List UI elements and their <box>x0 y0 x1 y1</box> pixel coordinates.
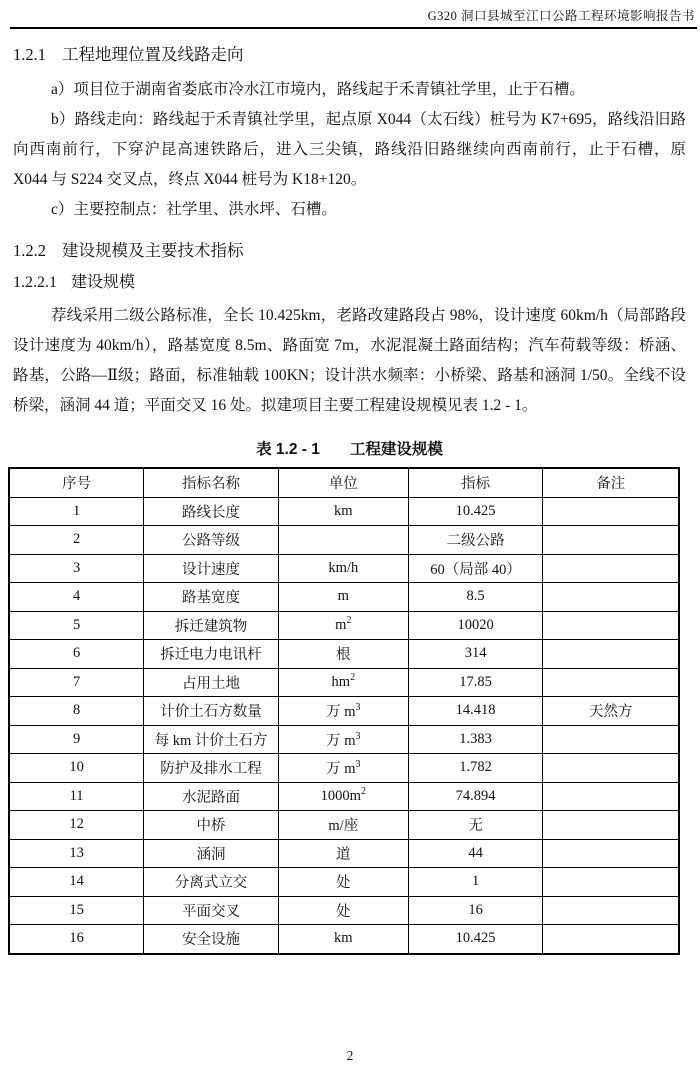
table-row <box>9 640 679 669</box>
page-footer <box>0 1048 700 1064</box>
cell-no: 1 <box>9 497 144 526</box>
cell-unit: km <box>278 925 408 954</box>
section-heading-1-2-1 <box>13 44 686 66</box>
cell-name: 每 km 计价土石方 <box>144 725 279 754</box>
paragraph-construction-scale: 荐线采用二级公路标准，全长 10.425km，老路改建路段占 98%，设计速度 60km/h（局部路段设计速度为 40km/h），路基宽度 8.5m、路面宽 7m，水泥混凝土路面结构；汽车荷载等级：桥涵、路基，公路—Ⅱ级；路面，标准轴载 100KN；设计洪水频率：小桥梁、路基和涵洞 1/50。全线不设桥梁，涵洞 44 道；平面交叉 16 处。拟建项目主要工程建设规模见表 1.2 - 1。 <box>13 307 686 414</box>
cell-name: 防护及排水工程 <box>144 754 279 783</box>
cell-value: 314 <box>408 640 543 669</box>
cell-name: 设计速度 <box>144 554 279 583</box>
cell-unit: km/h <box>278 554 408 583</box>
col-header-unit: 单位 <box>278 468 408 497</box>
table-row <box>9 554 679 583</box>
table-row <box>9 497 679 526</box>
cell-unit: 万 $m^3$ <box>278 754 408 783</box>
paragraph-location: a）项目位于湖南省娄底市冷水江市境内，路线起于禾青镇社学里，止于石槽。 <box>51 81 585 98</box>
section-title: 建设规模及主要技术指标 <box>62 241 244 260</box>
cell-no: 4 <box>9 583 144 612</box>
construction-scale-table <box>8 467 680 955</box>
unit-superscript: 2 <box>350 671 356 683</box>
col-header-no: 序号 <box>9 468 144 497</box>
cell-value: 10.425 <box>408 497 543 526</box>
table-caption <box>13 437 686 459</box>
col-header-note: 备注 <box>543 468 679 497</box>
cell-unit: 处 <box>278 868 408 897</box>
cell-no: 10 <box>9 754 144 783</box>
cell-unit: $m^2$ <box>278 611 408 640</box>
table-row <box>9 896 679 925</box>
cell-unit: 处 <box>278 896 408 925</box>
cell-note <box>543 925 679 954</box>
cell-value: 60（局部 40） <box>408 554 543 583</box>
cell-note <box>543 640 679 669</box>
cell-note <box>543 554 679 583</box>
running-header-title: G320 洞口县城至江口公路工程环境影响报告书 <box>427 9 695 23</box>
cell-note: 天然方 <box>543 697 679 726</box>
cell-no: 7 <box>9 668 144 697</box>
cell-name: 平面交叉 <box>144 896 279 925</box>
cell-value: 10020 <box>408 611 543 640</box>
table-row <box>9 782 679 811</box>
cell-name: 路线长度 <box>144 497 279 526</box>
table-row <box>9 697 679 726</box>
table-row <box>9 583 679 612</box>
cell-value: 17.85 <box>408 668 543 697</box>
cell-name: 涵洞 <box>144 839 279 868</box>
cell-note <box>543 611 679 640</box>
table-body <box>9 497 679 954</box>
table-row <box>9 754 679 783</box>
cell-note <box>543 839 679 868</box>
cell-no: 15 <box>9 896 144 925</box>
cell-note <box>543 754 679 783</box>
cell-unit: 万 $m^3$ <box>278 697 408 726</box>
cell-name: 拆迁电力电讯杆 <box>144 640 279 669</box>
cell-note <box>543 497 679 526</box>
table-row <box>9 868 679 897</box>
cell-unit: km <box>278 497 408 526</box>
table-caption-text: 工程建设规模 <box>349 441 443 458</box>
page-content <box>0 44 700 955</box>
cell-no: 3 <box>9 554 144 583</box>
cell-note <box>543 526 679 555</box>
cell-no: 9 <box>9 725 144 754</box>
unit-superscript: 2 <box>360 785 366 797</box>
cell-no: 12 <box>9 811 144 840</box>
section-number: 1.2.2 <box>13 241 46 260</box>
unit-superscript: 3 <box>355 702 361 714</box>
cell-value: 14.418 <box>408 697 543 726</box>
cell-value: 44 <box>408 839 543 868</box>
table-head <box>9 468 679 497</box>
unit-superscript: 3 <box>355 759 361 771</box>
cell-note <box>543 782 679 811</box>
cell-no: 6 <box>9 640 144 669</box>
table-row <box>9 611 679 640</box>
cell-note <box>543 668 679 697</box>
col-header-name: 指标名称 <box>144 468 279 497</box>
table-caption-label: 表 1.2 - 1 <box>256 441 320 458</box>
section-number: 1.2.1 <box>13 45 46 64</box>
cell-value: 8.5 <box>408 583 543 612</box>
table-header-row <box>9 468 679 497</box>
page-number: 2 <box>346 1048 354 1063</box>
cell-note <box>543 583 679 612</box>
cell-value: 1 <box>408 868 543 897</box>
table-row <box>9 668 679 697</box>
cell-value: 10.425 <box>408 925 543 954</box>
cell-name: 分离式立交 <box>144 868 279 897</box>
cell-note <box>543 868 679 897</box>
cell-value: 1.383 <box>408 725 543 754</box>
col-header-value: 指标 <box>408 468 543 497</box>
cell-value: 无 <box>408 811 543 840</box>
cell-name: 占用土地 <box>144 668 279 697</box>
cell-name: 水泥路面 <box>144 782 279 811</box>
cell-note <box>543 811 679 840</box>
table-row <box>9 811 679 840</box>
cell-name: 安全设施 <box>144 925 279 954</box>
section-number: 1.2.2.1 <box>13 274 57 291</box>
table-row <box>9 839 679 868</box>
cell-note <box>543 725 679 754</box>
cell-name: 公路等级 <box>144 526 279 555</box>
cell-no: 16 <box>9 925 144 954</box>
cell-no: 14 <box>9 868 144 897</box>
cell-no: 5 <box>9 611 144 640</box>
cell-name: 路基宽度 <box>144 583 279 612</box>
cell-unit: m/座 <box>278 811 408 840</box>
section-title: 建设规模 <box>71 274 136 291</box>
cell-name: 中桥 <box>144 811 279 840</box>
cell-unit: 万 $m^3$ <box>278 725 408 754</box>
table-row <box>9 925 679 954</box>
table-row <box>9 526 679 555</box>
cell-unit: $1000m^2$ <box>278 782 408 811</box>
cell-no: 2 <box>9 526 144 555</box>
cell-no: 8 <box>9 697 144 726</box>
section-heading-1-2-2 <box>13 240 686 262</box>
table-row <box>9 725 679 754</box>
unit-superscript: 3 <box>355 730 361 742</box>
cell-value: 74.894 <box>408 782 543 811</box>
cell-value: 1.782 <box>408 754 543 783</box>
section-heading-1-2-2-1 <box>13 271 686 295</box>
paragraph-control-points: c）主要控制点：社学里、洪水坪、石槽。 <box>51 201 337 218</box>
cell-no: 11 <box>9 782 144 811</box>
cell-unit <box>278 526 408 555</box>
cell-note <box>543 896 679 925</box>
section-title: 工程地理位置及线路走向 <box>62 45 244 64</box>
unit-superscript: 2 <box>346 614 352 626</box>
cell-unit: 根 <box>278 640 408 669</box>
cell-unit: m <box>278 583 408 612</box>
cell-unit: 道 <box>278 839 408 868</box>
running-header <box>10 0 697 29</box>
cell-value: 二级公路 <box>408 526 543 555</box>
cell-value: 16 <box>408 896 543 925</box>
cell-name: 计价土石方数量 <box>144 697 279 726</box>
cell-name: 拆迁建筑物 <box>144 611 279 640</box>
cell-unit: $hm^2$ <box>278 668 408 697</box>
paragraph-route-direction: b）路线走向：路线起于禾青镇社学里，起点原 X044（太石线）桩号为 K7+695，路线沿旧路向西南前行，下穿沪昆高速铁路后，进入三尖镇，路线沿旧路继续向西南前行，止于石槽，原 X044 与 S224 交叉点，终点 X044 桩号为 K18+120。 <box>13 111 686 188</box>
cell-no: 13 <box>9 839 144 868</box>
